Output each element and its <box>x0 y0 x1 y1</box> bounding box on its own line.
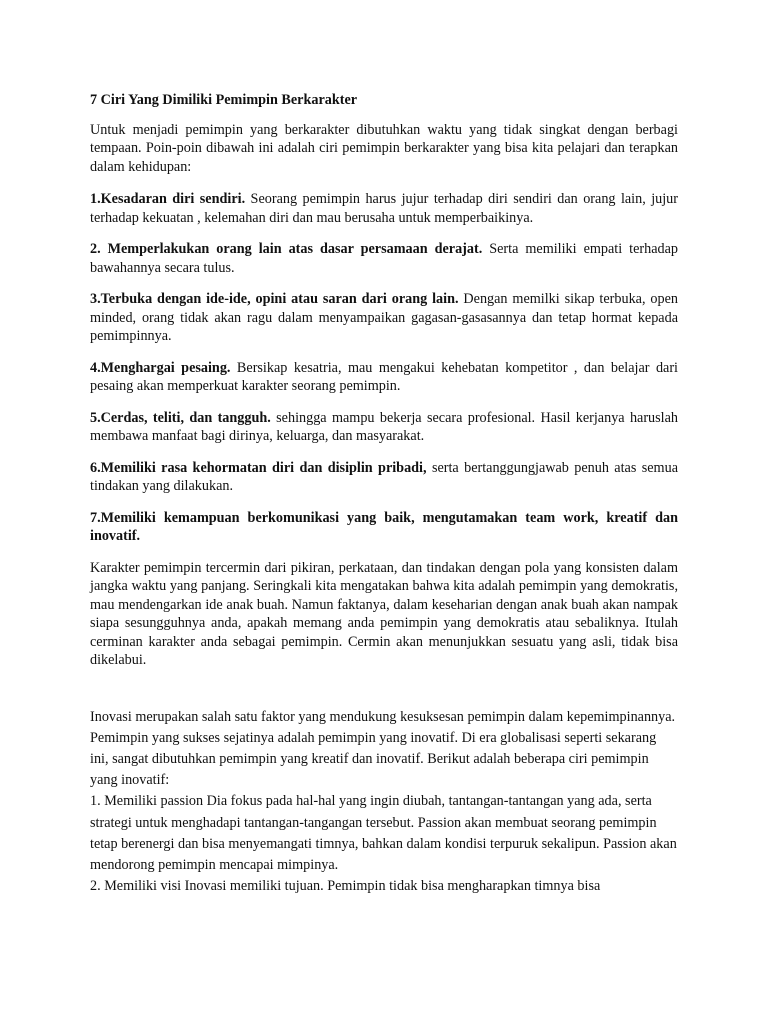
list-item <box>90 190 678 227</box>
item-body: Dengan memilki sikap terbuka, open minded, orang tidak akan ragu dalam menyampaikan gagasan-gasasannya dan tetap hormat kepada pemimpinnya. <box>90 291 678 344</box>
list-item <box>90 240 678 277</box>
item-body: Bersikap kesatria, mau mengakui kehebatan kompetitor , dan belajar dari pesaing akan memperkuat karakter seorang pemimpin. <box>90 359 678 394</box>
innovation-section <box>90 707 678 898</box>
innovation-point-2: 2. Memiliki visi Inovasi memiliki tujuan. Pemimpin tidak bisa mengharapkan timnya bisa <box>90 878 601 895</box>
item-heading: 6.Memiliki rasa kehormatan diri dan disiplin pribadi, <box>90 459 427 476</box>
item-heading: 3.Terbuka dengan ide-ide, opini atau saran dari orang lain. <box>90 291 459 307</box>
innovation-point-1: 1. Memiliki passion Dia fokus pada hal-hal yang ingin diubah, tantangan-tantangan yang ada, serta strategi untuk menghadapi tantangan-tangangan tersebut. Passion akan membuat seorang pemimpin tetap berenergi dan bisa menyemangati timnya, bahkan dalam kondisi terpuruk sekalipun. Passion akan mendorong pemimpin mencapai mimpinya. <box>90 793 677 873</box>
item-heading: 5.Cerdas, teliti, dan tangguh. <box>90 409 271 426</box>
item-heading: 2. Memperlakukan orang lain atas dasar persamaan derajat. <box>90 241 483 257</box>
item-heading: 4.Menghargai pesaing. <box>90 359 231 376</box>
intro-paragraph: Untuk menjadi pemimpin yang berkarakter dibutuhkan waktu yang tidak singkat dengan berbagi tempaan. Poin-poin dibawah ini adalah ciri pemimpin berkarakter yang bisa kita pelajari dan terapkan dalam kehidupan: <box>90 121 678 175</box>
item-body: serta bertanggungjawab penuh atas semua tindakan yang dilakukan. <box>90 459 678 494</box>
document-title: 7 Ciri Yang Dimiliki Pemimpin Berkarakter <box>90 92 358 108</box>
closing-paragraph: Karakter pemimpin tercermin dari pikiran, perkataan, dan tindakan dengan pola yang konsisten dalam jangka waktu yang panjang. Seringkali kita mengatakan bahwa kita adalah pemimpin yang demokratis, mau mendengarkan ide anak buah. Namun faktanya, dalam keseharian dengan anak buah akan nampak siapa sesungguhnya anda, apakah memang anda pemimpin yang demokratis atau sebaliknya. Itulah cerminan karakter anda sebagai pemimpin. Cermin akan menunjukkan sesuatu yang asli, tidak bisa dikelabui. <box>90 559 678 668</box>
item-body: sehingga mampu bekerja secara profesional. Hasil kerjanya haruslah membawa manfaat bagi dirinya, keluarga, dan masyarakat. <box>90 409 679 444</box>
list-item <box>90 359 678 396</box>
item-body: Seorang pemimpin harus jujur terhadap diri sendiri dan orang lain, jujur terhadap kekuatan , kelemahan diri dan mau berusaha untuk memperbaikinya. <box>90 191 678 226</box>
list-item-7: 7.Memiliki kemampuan berkomunikasi yang baik, mengutamakan team work, kreatif dan inovatif. <box>90 509 678 544</box>
innovation-intro: Inovasi merupakan salah satu faktor yang mendukung kesuksesan pemimpin dalam kepemimpinannya. Pemimpin yang sukses sejatinya adalah pemimpin yang inovatif. Di era globalisasi seperti sekarang ini, sangat dibutuhkan pemimpin yang kreatif dan inovatif. Berikut adalah beberapa ciri pemimpin yang inovatif: <box>90 708 676 789</box>
document-page <box>90 91 678 897</box>
item-body: Serta memiliki empati terhadap bawahannya secara tulus. <box>90 241 678 276</box>
list-item <box>90 409 678 446</box>
list-item <box>90 290 678 346</box>
item-heading: 1.Kesadaran diri sendiri. <box>90 191 246 207</box>
list-item <box>90 459 678 496</box>
